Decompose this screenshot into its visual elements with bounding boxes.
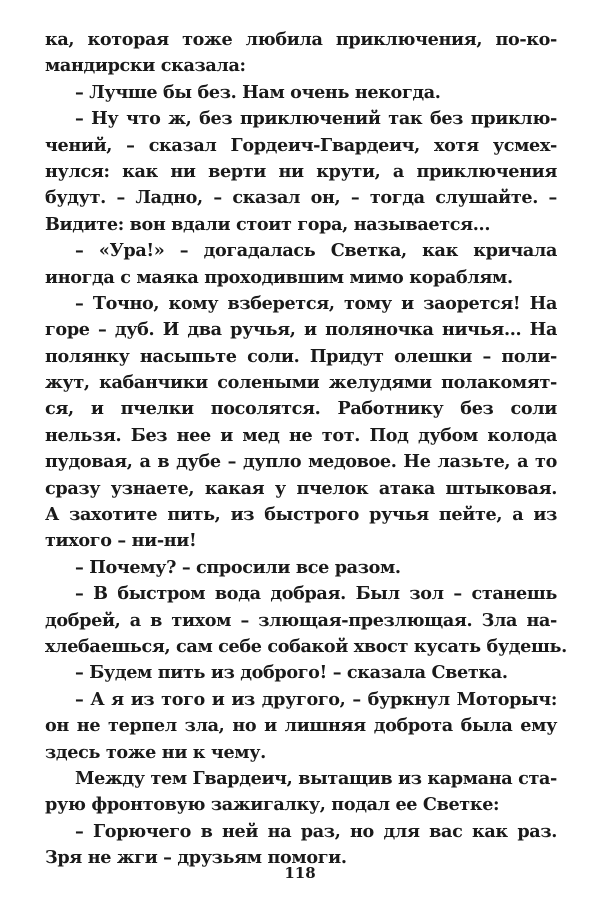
- text-line: пудовая, а в дубе – дупло медовое. Не лазьте, а то: [45, 451, 557, 473]
- text-line: сразу узнаете, какая у пчелок атака штыковая.: [45, 477, 557, 499]
- text-line: Видите: вон вдали стоит гора, называется...: [45, 213, 491, 235]
- text-line: нулся: как ни верти ни крути, а приключения: [45, 160, 557, 182]
- text-line: ка, которая тоже любила приключения, по-ко-: [45, 29, 557, 50]
- text-line: – Горючего в ней на раз, но для вас как раз.: [75, 820, 557, 842]
- text-line: – Лучше бы без. Нам очень некогда.: [75, 81, 441, 103]
- text-line: чений, – сказал Гордеич-Гвардеич, хотя усмех-: [45, 134, 557, 156]
- text-line: – Почему? – спросили все разом.: [75, 556, 401, 578]
- text-line: – Ну что ж, без приключений так без приклю-: [75, 108, 557, 130]
- text-line: – «Ура!» – догадалась Светка, как кричала: [75, 240, 557, 262]
- text-line: горе – дуб. И два ручья, и поляночка ничья... На: [45, 319, 557, 341]
- text-line: – Будем пить из доброго! – сказала Светка.: [75, 662, 508, 684]
- text-line: полянку насыпьте соли. Придут олешки – поли-: [45, 345, 557, 367]
- text-line: – В быстром вода добрая. Был зол – станешь: [75, 583, 557, 605]
- text-line: – А я из того и из другого, – буркнул Моторыч:: [75, 688, 557, 710]
- text-line: добрей, а в тихом – злющая-презлющая. Зла на-: [45, 609, 557, 631]
- text-line: иногда с маяка проходившим мимо кораблям.: [45, 266, 513, 288]
- text-line: тихого – ни-ни!: [45, 530, 197, 552]
- page-body-text: [45, 27, 567, 872]
- text-line: будут. – Ладно, – сказал он, – тогда слушайте. –: [45, 187, 557, 209]
- text-line: рую фронтовую зажигалку, подал ее Светке:: [45, 794, 500, 816]
- text-line: ся, и пчелки посолятся. Работнику без соли: [45, 398, 557, 420]
- text-line: он не терпел зла, но и лишняя доброта была ему: [45, 715, 557, 737]
- text-line: здесь тоже ни к чему.: [45, 741, 266, 763]
- text-line: Зря не жги – друзьям помоги.: [45, 847, 347, 869]
- text-line: Между тем Гвардеич, вытащив из кармана ста-: [75, 767, 557, 789]
- text-line: хлебаешься, сам себе собакой хвост кусать будешь.: [45, 635, 567, 657]
- text-line: нельзя. Без нее и мед не тот. Под дубом колода: [45, 424, 557, 446]
- page-number: 118: [284, 864, 316, 882]
- text-line: А захотите пить, из быстрого ручья пейте, а из: [45, 504, 557, 526]
- text-line: мандирски сказала:: [45, 55, 246, 77]
- text-line: – Точно, кому взберется, тому и заорется! На: [75, 292, 557, 314]
- text-line: жут, кабанчики солеными желудями полакомят-: [45, 372, 557, 394]
